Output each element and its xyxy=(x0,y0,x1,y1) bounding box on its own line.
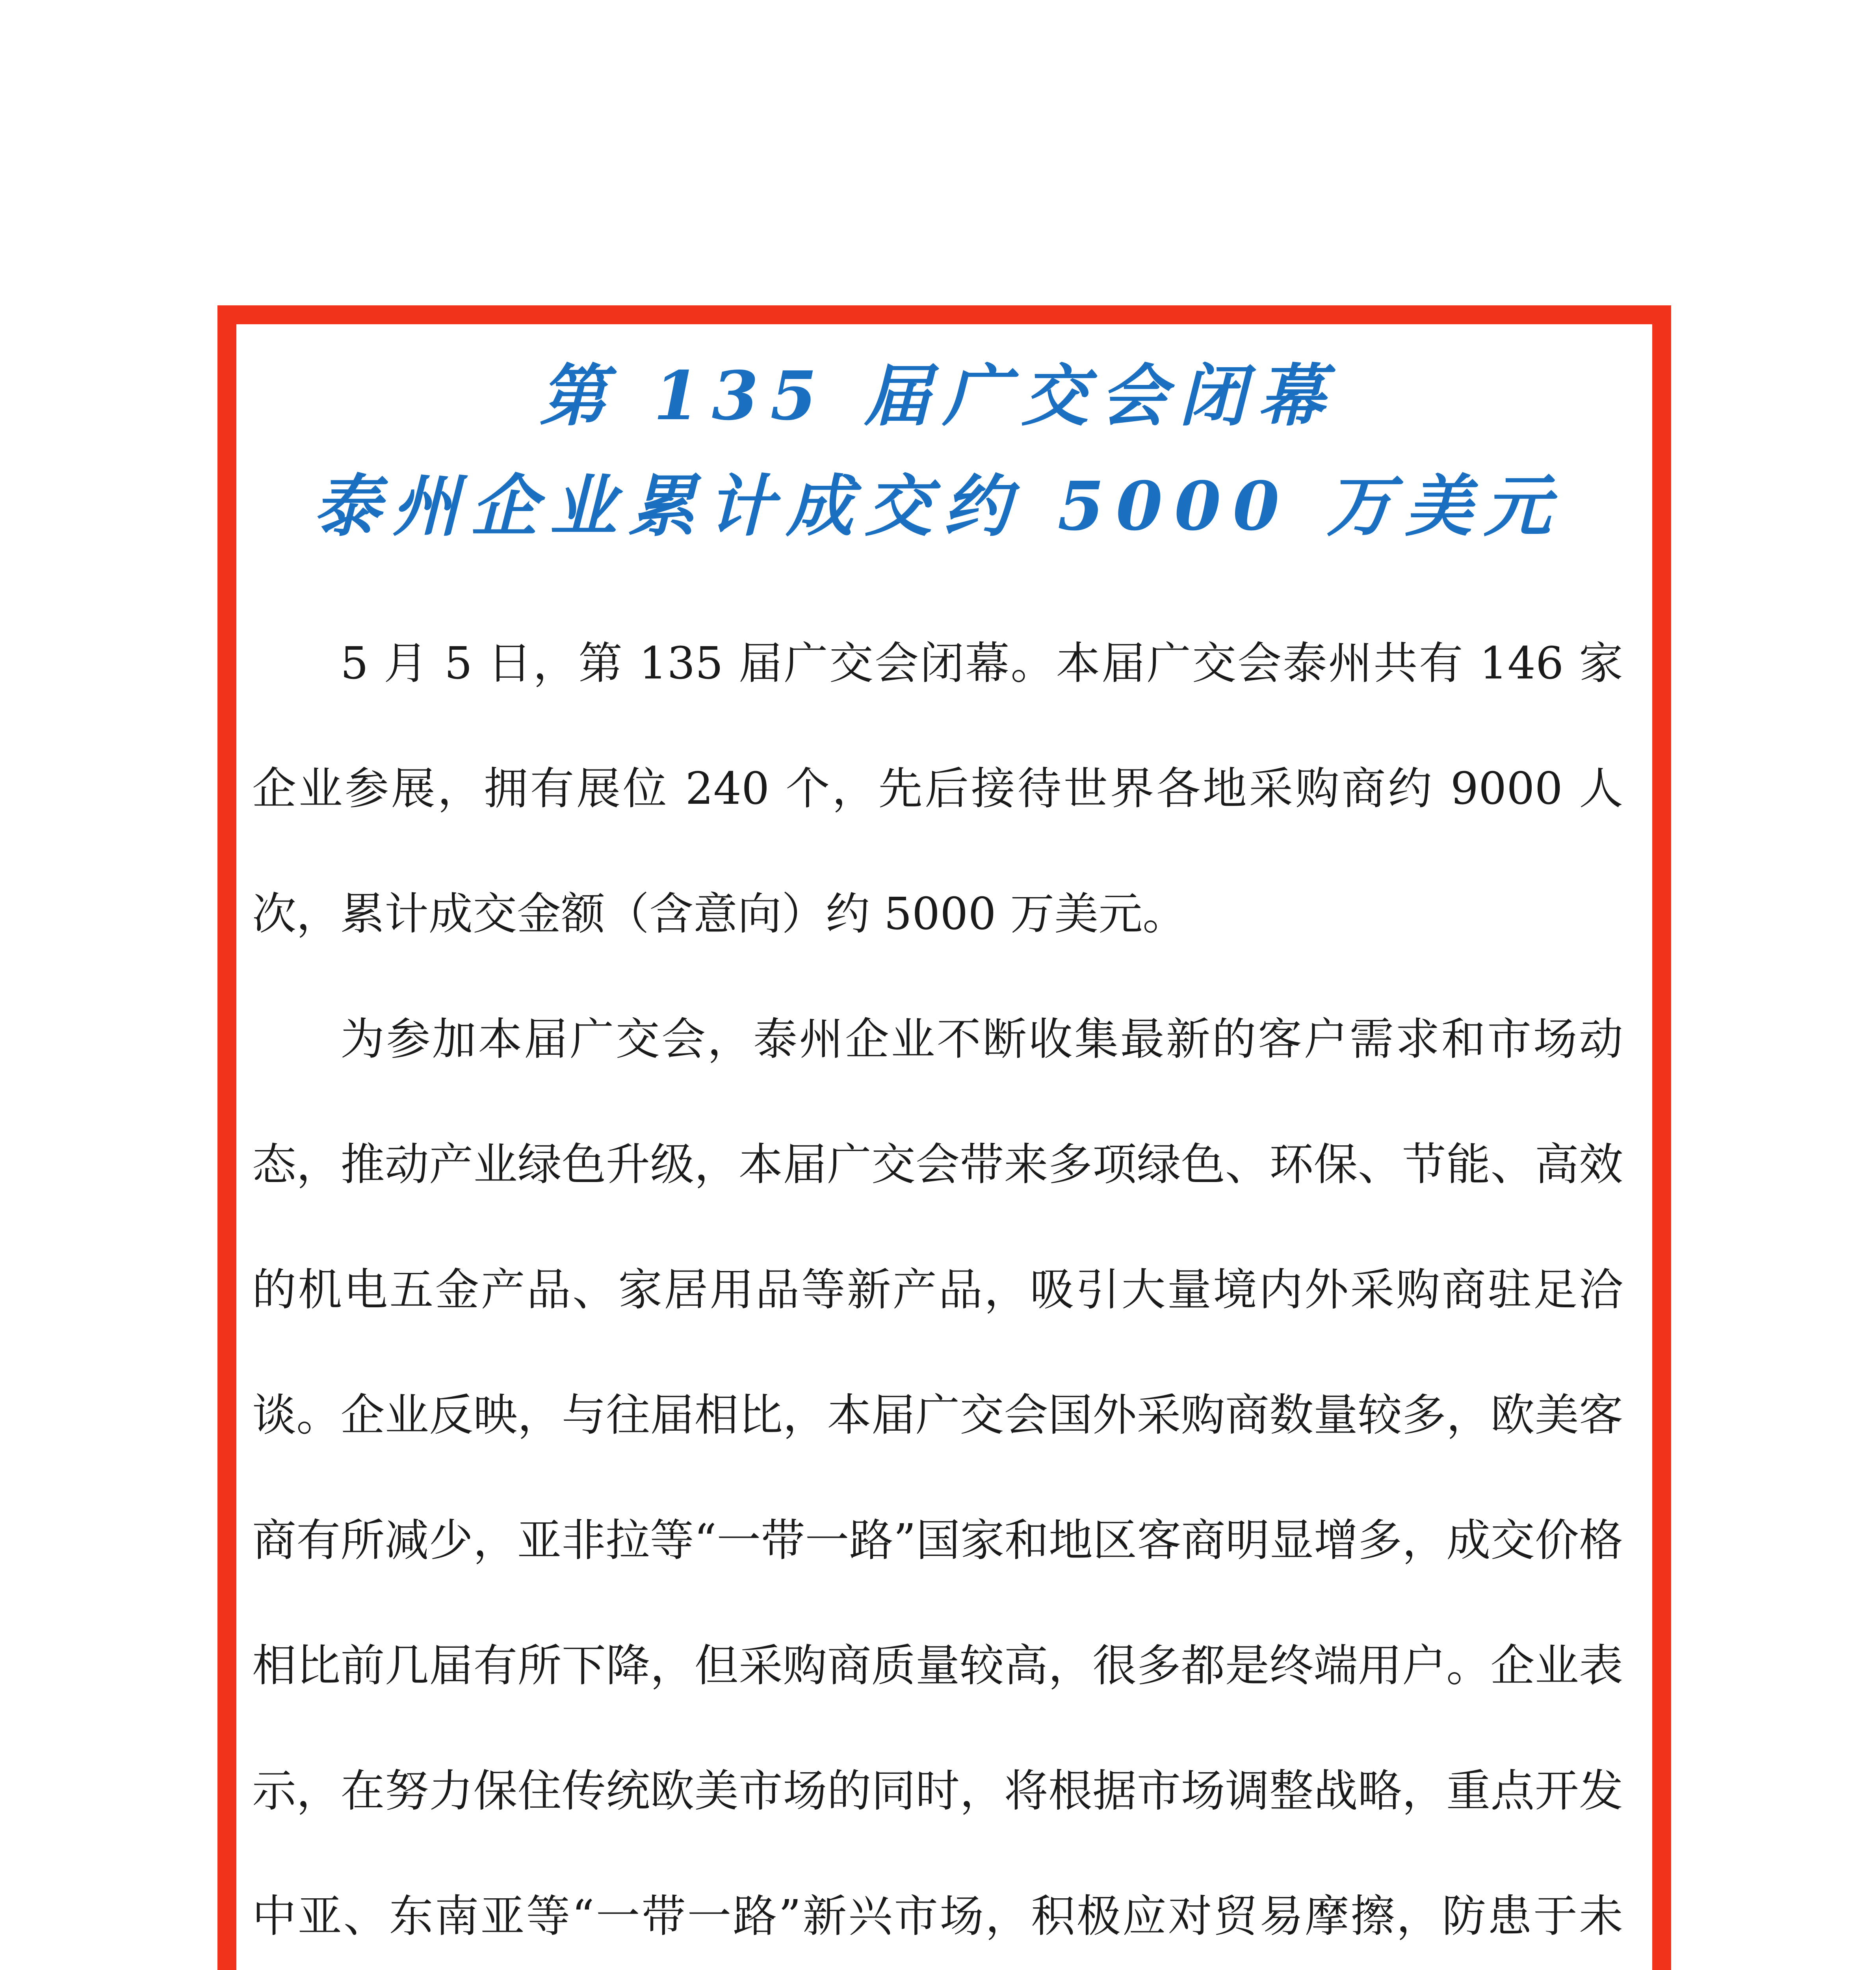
article-title-line-1: 第 135 届广交会闭幕 xyxy=(539,357,1337,435)
article-title-line-2: 泰州企业累计成交约 5000 万美元 xyxy=(313,467,1563,546)
paragraph-2: 为参加本届广交会，泰州企业不断收集最新的客户需求和市场动态，推动产业绿色升级，本届广交会带来多项绿色、环保、节能、高效的机电五金产品、家居用品等新产品，吸引大量境内外采购商驻足洽谈。企业反映，与往届相比，本届广交会国外采购商数量较多，欧美客商有所减少，亚非拉等“一带一路”国家和地区客商明显增多，成交价格相比前几届有所下降，但采购商质量较高，很多都是终端用户。企业表示，在努力保住传统欧美市场的同时，将根据市场调整战略，重点开发中亚、东南亚等“一带一路”新兴市场，积极应对贸易摩擦，防患于未 xyxy=(252,1014,1623,1942)
article-body xyxy=(252,601,1623,1970)
paragraph-1: 5 月 5 日，第 135 届广交会闭幕。本届广交会泰州共有 146 家企业参展，拥有展位 240 个，先后接待世界各地采购商约 9000 人次，累计成交金额（含意向）约 5000 万美元。 xyxy=(252,638,1623,940)
